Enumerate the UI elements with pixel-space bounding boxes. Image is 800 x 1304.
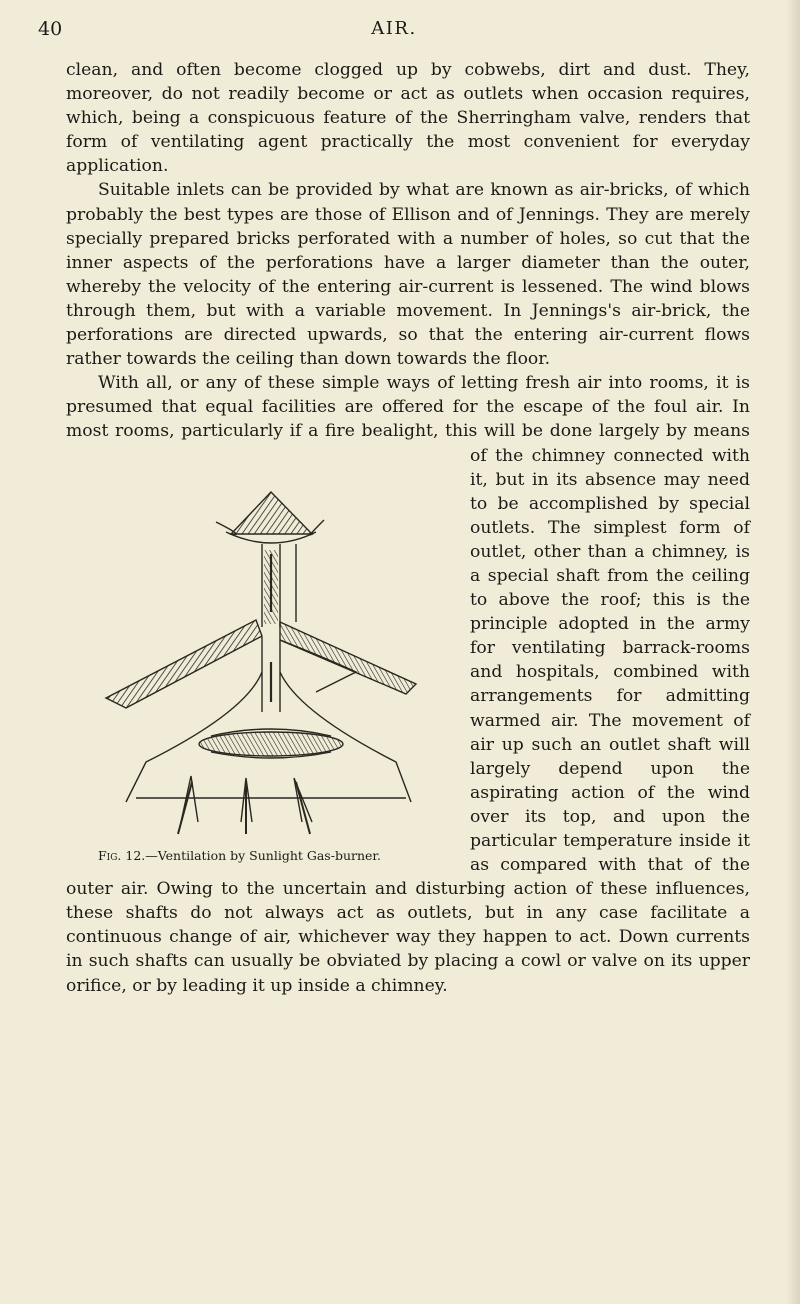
figure-caption-text: —Ventilation by Sunlight Gas-burner. [145,847,381,863]
figure-label: Fig. 12. [98,847,146,863]
page-number: 40 [38,18,63,40]
running-head: AIR. [371,18,417,39]
paragraph-3 [66,371,750,997]
figure-caption [66,844,456,868]
ventilation-illustration [66,462,456,842]
paragraph-3-continued: alight, this will be done largely by means of the chimney connected with it, but in its absence may need to be accomplished by special outlets. The simplest form of outlet, other than a chimney, is a special shaft from the ceiling to above the roof; this is the principle adopted in the army for ventilating barrack-rooms and hospitals, combined with arrangements for admitting warmed air. The movement of air up such an outlet shaft will largely depend upon the aspirating action of the wind over its top, and upon the particular temperature inside it as compared with that of the outer air. Owing to the uncertain and disturbing action of these influences, these shafts do not always act as outlets, but in any case facilitate a continuous change of air, whichever way they happen to act. Down currents in such shafts can usually be obviated by placing a cowl or valve on its upper orifice, or by leading it up inside a chimney. [66,421,750,996]
page-header [38,8,750,48]
body-text [66,58,750,998]
paragraph-3-start: With all, or any of these simple ways of letting fresh air into rooms, it is presumed that equal facilities are offered for the escape of the foul air. In most rooms, particularly if a fire be [66,373,750,442]
figure-ventilation-gas-burner [66,444,456,872]
page-edge-shadow [786,0,800,1304]
paragraph-1: clean, and often become clogged up by cobwebs, dirt and dust. They, moreover, do not readily become or act as outlets when occasion requires, which, being a conspicuous feature of the Sherringham valve, renders that form of ventilating agent practically the most convenient for everyday application. [66,60,750,177]
paragraph-2: Suitable inlets can be provided by what are known as air-bricks, of which probably the best types are those of Ellison and of Jennings. They are merely specially prepared bricks perforated with a number of holes, so cut that the inner aspects of the perforations have a larger diameter than the outer, whereby the velocity of the entering air-current is lessened. The wind blows through them, but with a variable movement. In Jennings's air-brick, the perforations are directed upwards, so that the entering air-current flows rather towards the ceiling than down towards the floor. [66,180,750,370]
